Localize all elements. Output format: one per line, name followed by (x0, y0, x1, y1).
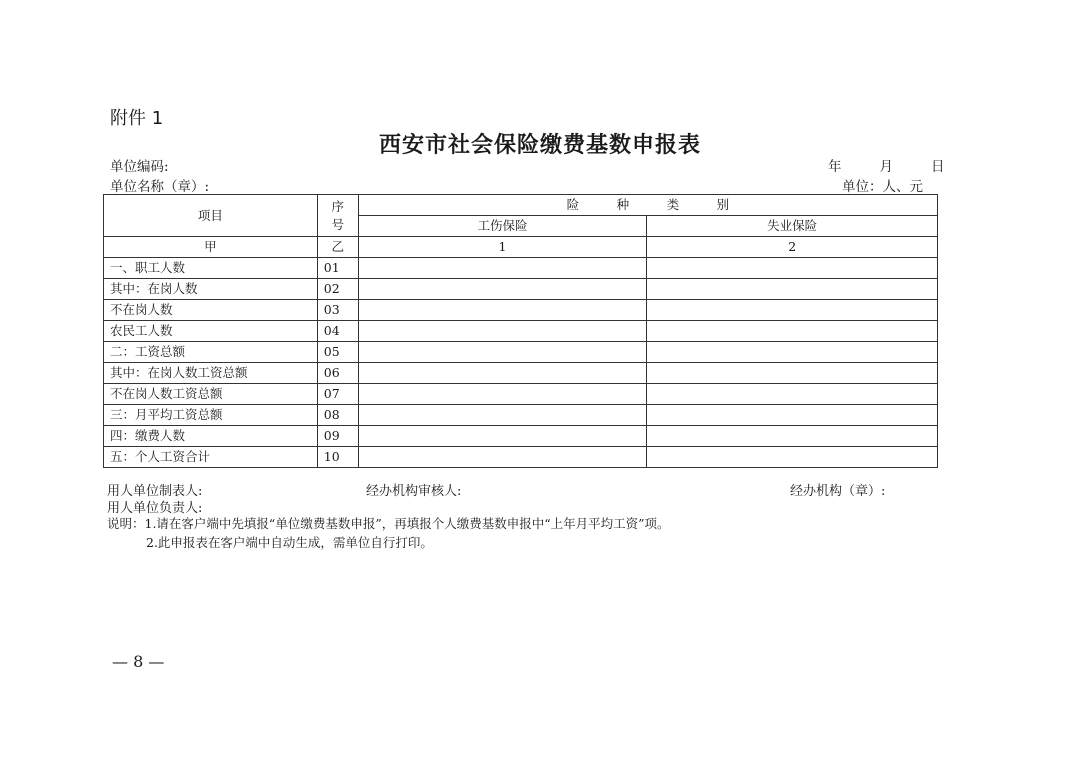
table-row (104, 426, 938, 447)
row-item: 三：月平均工资总额 (104, 405, 318, 426)
unemployment-value-cell[interactable] (647, 384, 938, 405)
row-item: 不在岗人数工资总额 (104, 384, 318, 405)
responsible-person-label: 用人单位负责人: (107, 501, 203, 516)
code-row-unemployment: 2 (647, 237, 938, 258)
unemployment-value-cell[interactable] (647, 405, 938, 426)
unemployment-value-cell[interactable] (647, 258, 938, 279)
table-row (104, 342, 938, 363)
injury-value-cell[interactable] (358, 342, 647, 363)
injury-value-cell[interactable] (358, 300, 647, 321)
page-number: — 8 — (112, 652, 165, 671)
table-row (104, 384, 938, 405)
header-seq-line2: 号 (331, 216, 344, 232)
unemployment-value-cell[interactable] (647, 300, 938, 321)
row-seq: 03 (317, 300, 358, 321)
code-row-seq: 乙 (317, 237, 358, 258)
row-seq: 07 (317, 384, 358, 405)
preparer-label: 用人单位制表人: (107, 484, 203, 499)
agency-seal-label: 经办机构（章）: (790, 484, 886, 499)
note-2: 2.此申报表在客户端中自动生成，需单位自行打印。 (146, 535, 433, 550)
unit-of-measure: 单位：人、元 (842, 179, 923, 195)
row-item: 五：个人工资合计 (104, 447, 318, 468)
code-row-item: 甲 (104, 237, 318, 258)
date-month: 月 (879, 159, 893, 175)
unemployment-value-cell[interactable] (647, 342, 938, 363)
row-seq: 04 (317, 321, 358, 342)
row-seq: 09 (317, 426, 358, 447)
injury-value-cell[interactable] (358, 321, 647, 342)
row-seq: 05 (317, 342, 358, 363)
date-day: 日 (931, 159, 945, 175)
table-row (104, 300, 938, 321)
unemployment-value-cell[interactable] (647, 426, 938, 447)
unemployment-value-cell[interactable] (647, 321, 938, 342)
row-item: 四：缴费人数 (104, 426, 318, 447)
unit-code-label: 单位编码: (110, 159, 169, 175)
unemployment-value-cell[interactable] (647, 447, 938, 468)
injury-value-cell[interactable] (358, 384, 647, 405)
header-seq-line1: 序 (331, 198, 344, 214)
reviewer-label: 经办机构审核人: (366, 484, 462, 499)
table-row (104, 258, 938, 279)
injury-value-cell[interactable] (358, 447, 647, 468)
table-row (104, 321, 938, 342)
row-seq: 01 (317, 258, 358, 279)
injury-value-cell[interactable] (358, 426, 647, 447)
header-unemployment-insurance: 失业保险 (647, 216, 938, 237)
injury-value-cell[interactable] (358, 258, 647, 279)
table-row (104, 405, 938, 426)
note-1: 说明：1.请在客户端中先填报“单位缴费基数申报”，再填报个人缴费基数申报中“上年月平均工资”项。 (107, 516, 670, 531)
row-item: 一、职工人数 (104, 258, 318, 279)
form-title: 西安市社会保险缴费基数申报表 (378, 132, 701, 158)
row-item: 农民工人数 (104, 321, 318, 342)
table-row (104, 363, 938, 384)
header-item: 项目 (104, 195, 318, 237)
table-row (104, 279, 938, 300)
header-injury-insurance: 工伤保险 (358, 216, 647, 237)
row-item: 其中：在岗人数工资总额 (104, 363, 318, 384)
row-item: 二：工资总额 (104, 342, 318, 363)
injury-value-cell[interactable] (358, 363, 647, 384)
code-row-injury: 1 (358, 237, 647, 258)
row-seq: 06 (317, 363, 358, 384)
header-insurance-type: 险 种 类 别 (358, 195, 937, 216)
header-seq (317, 195, 358, 237)
attachment-label: 附件 1 (110, 108, 164, 129)
unemployment-value-cell[interactable] (647, 279, 938, 300)
row-seq: 02 (317, 279, 358, 300)
date-year: 年 (828, 159, 842, 175)
injury-value-cell[interactable] (358, 279, 647, 300)
table-row (104, 447, 938, 468)
unit-name-label: 单位名称（章）: (110, 179, 210, 195)
row-seq: 08 (317, 405, 358, 426)
injury-value-cell[interactable] (358, 405, 647, 426)
row-item: 其中：在岗人数 (104, 279, 318, 300)
date-line (828, 155, 945, 175)
declaration-table (103, 194, 938, 468)
row-item: 不在岗人数 (104, 300, 318, 321)
unemployment-value-cell[interactable] (647, 363, 938, 384)
row-seq: 10 (317, 447, 358, 468)
